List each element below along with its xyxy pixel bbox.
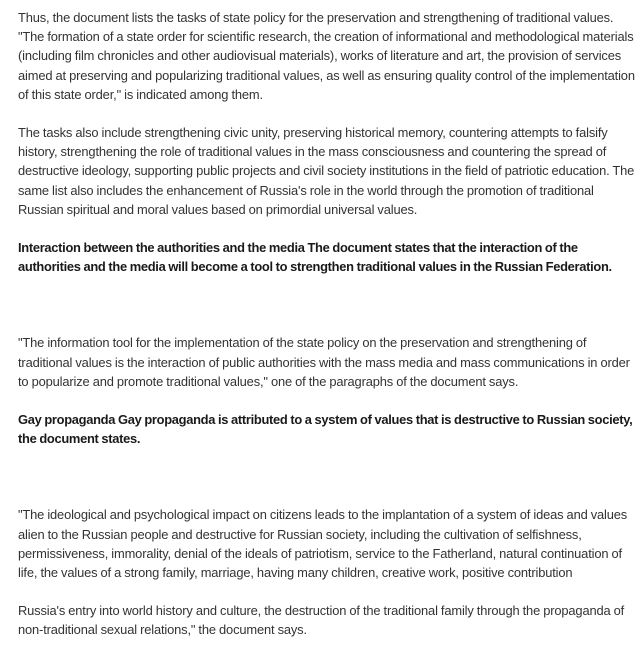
paragraph-spacer [18,104,640,123]
subheading-authorities-media: Interaction between the authorities and the media The document states that the interaction of the authorities and the media will become a tool to strengthen traditional values in the Russian Federation. [18,240,612,275]
paragraph-spacer [18,582,640,601]
paragraph-spacer [18,448,640,505]
paragraph-spacer [18,276,640,333]
article-body [18,8,640,640]
paragraph-spacer [18,391,640,410]
paragraph-civic-unity-tasks: The tasks also include strengthening civic unity, preserving historical memory, countering attempts to falsify history, strengthening the role of traditional values in the mass consciousness and countering the spread of destructive ideology, supporting public projects and civil society institutions in the field of patriotic education. The same list also includes the enhancement of Russia's role in the world through the promotion of traditional Russian spiritual and moral values based on primordial universal values. [18,125,635,217]
paragraph-spacer [18,219,640,238]
paragraph-ideological-impact-quote: "The ideological and psychological impact on citizens leads to the implantation of a system of ideas and values alien to the Russian people and destructive for Russian society, including the cultivation of selfishness, permissiveness, immorality, denial of the ideals of patriotism, service to the Fatherland, natural continuation of life, the values of a strong family, marriage, having many children, creative work, positive contribution [18,507,628,581]
subheading-gay-propaganda: Gay propaganda Gay propaganda is attributed to a system of values that is destructive to Russian society, the document states. [18,412,633,447]
paragraph-information-tool-quote: "The information tool for the implementation of the state policy on the preservation and strengthening of traditional values is the interaction of public authorities with the mass media and mass communications in order to popularize and promote traditional values," one of the paragraphs of the document says. [18,335,630,389]
paragraph-world-history-quote: Russia's entry into world history and culture, the destruction of the traditional family through the propaganda of non-traditional sexual relations," the document says. [18,603,625,638]
paragraph-state-policy-tasks: Thus, the document lists the tasks of state policy for the preservation and strengthening of traditional values. "The formation of a state order for scientific research, the creation of informational and methodological materials (including film chronicles and other audiovisual materials), works of literature and art, the provision of services aimed at preserving and popularizing traditional values, as well as ensuring quality control of the implementation of this state order," is indicated among them. [18,10,635,102]
